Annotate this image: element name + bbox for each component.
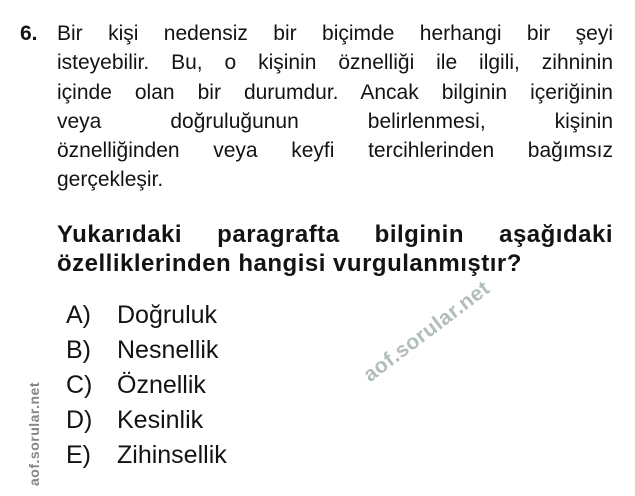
paragraph-line: Bir kişi nedensiz bir biçimde herhangi bir şeyi xyxy=(57,22,613,45)
option-label: Kesinlik xyxy=(117,406,204,434)
option-letter: C) xyxy=(66,371,93,399)
option-label: Nesnellik xyxy=(117,336,219,364)
prompt-line: Yukarıdaki paragrafta bilginin aşağıdaki xyxy=(57,221,613,248)
paragraph-line: gerçekleşir. xyxy=(57,168,164,192)
option-d xyxy=(66,403,466,438)
question-paragraph xyxy=(57,19,613,195)
option-letter: D) xyxy=(66,406,93,434)
option-a xyxy=(66,298,466,333)
question-prompt xyxy=(57,220,613,278)
prompt-line: özelliklerinden hangisi vurgulanmıştır? xyxy=(57,250,522,277)
watermark-diagonal: aof.sorular.net xyxy=(359,276,495,387)
paragraph-line: veya doğruluğunun belirlenmesi, kişinin xyxy=(57,109,613,133)
paragraph-line: öznelliğinden veya keyfi tercihlerinden bağımsız xyxy=(57,139,613,163)
question-number: 6. xyxy=(20,22,38,45)
option-label: Zihinsellik xyxy=(117,441,227,469)
watermark-vertical: aof.sorular.net xyxy=(26,382,42,486)
options-list xyxy=(66,298,466,473)
option-letter: E) xyxy=(66,441,91,469)
option-label: Doğruluk xyxy=(117,301,218,329)
paragraph-line: isteyebilir. Bu, o kişinin öznelliği ile ilgili, zihninin xyxy=(57,51,613,75)
option-label: Öznellik xyxy=(117,371,206,399)
option-letter: B) xyxy=(66,336,91,364)
option-c xyxy=(66,368,466,403)
option-e xyxy=(66,438,466,473)
paragraph-line: içinde olan bir durumdur. Ancak bilginin içeriğinin xyxy=(57,80,613,104)
option-letter: A) xyxy=(66,301,91,329)
